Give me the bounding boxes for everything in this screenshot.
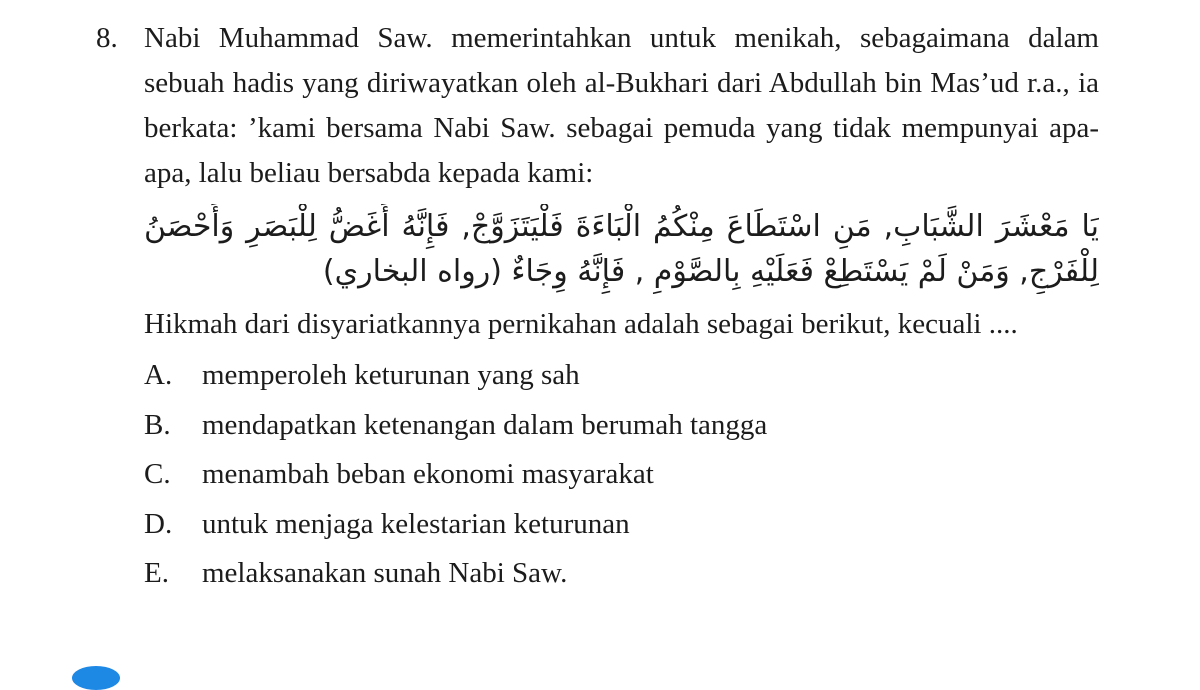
blue-circle-decoration [72,666,120,690]
answer-option-c[interactable] [144,450,1099,500]
option-letter: E. [144,557,169,589]
question-prompt: Hikmah dari disyariatkannya pernikahan adalah sebagai berikut, kecuali .... [144,308,1018,340]
option-letter: A. [144,359,173,391]
hadith-arabic-text: يَا مَعْشَرَ الشَّبَابِ, مَنِ اسْتَطَاعَ مِنْكُمُ الْبَاءَةَ فَلْيَتَزَوَّجْ, فَإِنَّهُ أَغَضُّ لِلْبَصَرِ وَأَحْصَنُ لِلْفَرْجِ, وَمَنْ لَمْ يَسْتَطِعْ فَعَلَيْهِ بِالصَّوْمِ , فَإِنَّهُ وِجَاءٌ (رواه البخاري) [144,209,1099,289]
option-text: memperoleh keturunan yang sah [202,359,580,391]
question-stem: Nabi Muhammad Saw. memerintahkan untuk menikah, sebagaimana dalam sebuah hadis yang diriwayatkan oleh al-Bukhari dari Abdullah bin Mas’ud r.a., ia berkata: ’kami bersama Nabi Saw. sebagai pemuda yang tidak mempunyai apa-apa, lalu beliau bersabda kepada kami: [144,22,1099,189]
answer-option-e[interactable] [144,549,1099,599]
option-text: untuk menjaga kelestarian keturunan [202,507,630,540]
answer-option-a[interactable] [144,351,1099,401]
option-letter: D. [144,507,173,540]
option-letter: C. [144,458,171,490]
answer-option-b[interactable] [144,401,1099,451]
option-text: menambah beban ekonomi masyarakat [202,458,654,490]
answer-option-d[interactable] [144,500,1099,550]
option-text: mendapatkan ketenangan dalam berumah tangga [202,408,768,441]
answer-options [144,351,1099,599]
question-body [144,16,1099,599]
question-number: 8. [96,22,118,54]
option-text: melaksanakan sunah Nabi Saw. [202,557,568,589]
option-letter: B. [144,408,171,441]
